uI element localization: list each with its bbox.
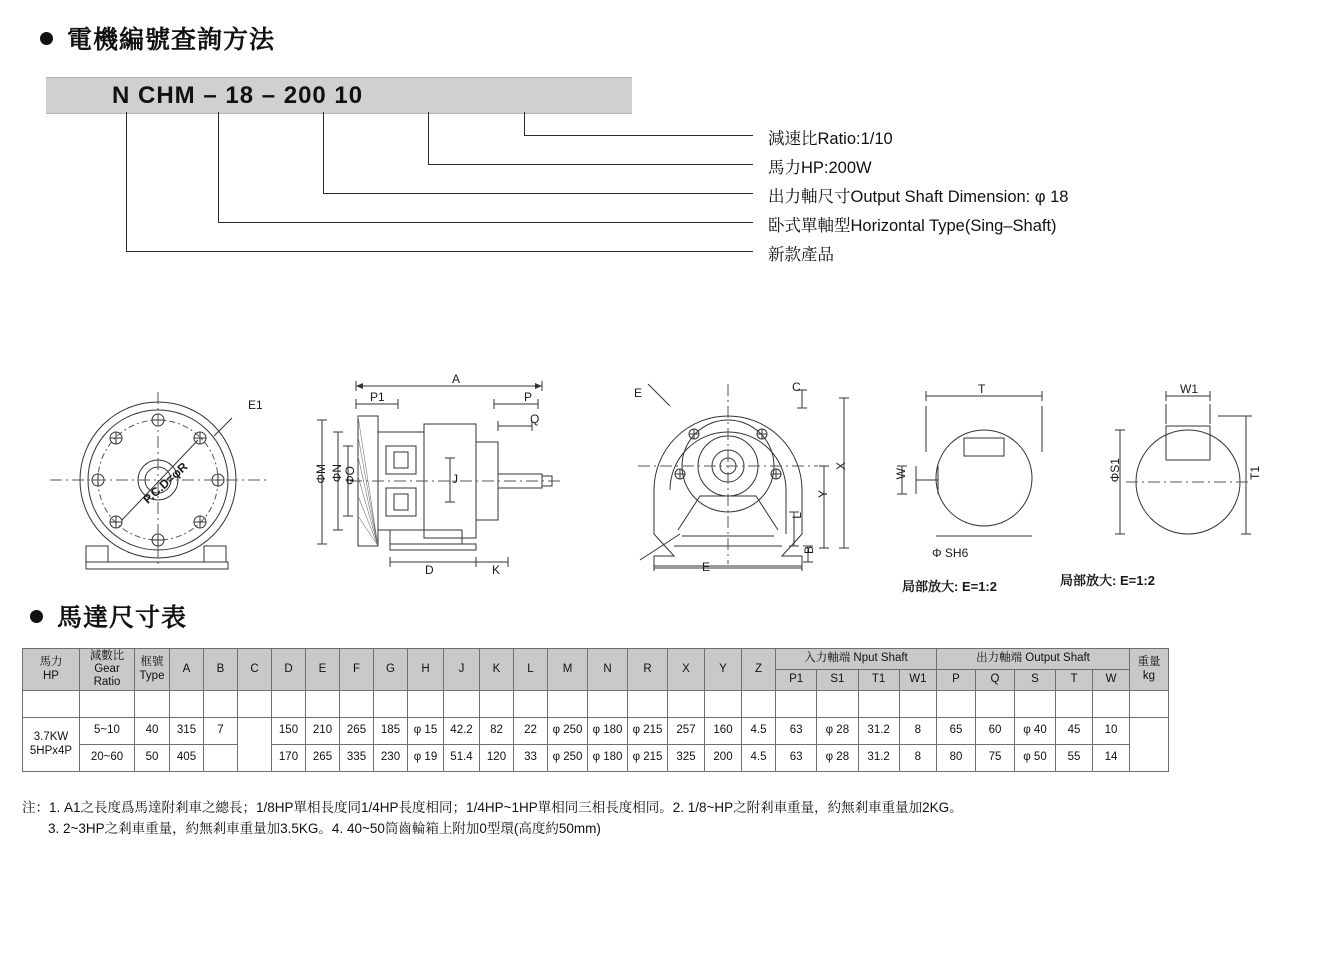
header-col-D: D <box>272 649 306 691</box>
header-col-Q: Q <box>976 670 1015 691</box>
cell-ratio: 5~10 <box>80 718 135 745</box>
cell-E: 265 <box>306 745 340 772</box>
drawing-label-e1: E1 <box>248 398 263 412</box>
cell-Q: 75 <box>976 745 1015 772</box>
drawing-label-l: L <box>790 512 804 519</box>
cell-S1: φ 28 <box>817 745 858 772</box>
cell-S: φ 40 <box>1015 718 1056 745</box>
header-col-X: X <box>668 649 705 691</box>
cell-W1: 8 <box>899 745 936 772</box>
dimension-table <box>22 648 1169 772</box>
drawing-label-p1: P1 <box>370 390 385 404</box>
drawing-label-j: J <box>452 472 458 486</box>
cell-W: 10 <box>1093 718 1130 745</box>
cell-X: 325 <box>668 745 705 772</box>
cell-D: 170 <box>272 745 306 772</box>
header-col-M: M <box>548 649 588 691</box>
cell-M: φ 250 <box>548 745 588 772</box>
table-spacer-row <box>23 691 1169 718</box>
cell-F: 335 <box>340 745 374 772</box>
cell-Y: 160 <box>705 718 742 745</box>
section-title-model-code: 電機編號查詢方法 <box>40 20 275 56</box>
header-col-H: H <box>408 649 444 691</box>
technical-drawings <box>30 370 1290 595</box>
header-col-B: B <box>204 649 238 691</box>
model-code-text: N CHM – 18 – 200 10 <box>112 81 364 109</box>
drawing-rear-view <box>638 384 849 571</box>
leader-line-1 <box>126 112 127 252</box>
drawing-label-d: D <box>425 563 434 577</box>
drawing-label-p: P <box>524 390 533 404</box>
table-row <box>23 745 1169 772</box>
drawing-label-phi-m: ΦM <box>314 464 328 484</box>
drawing-label-phi-s1: ΦS1 <box>1108 458 1122 483</box>
cell-C-hatched <box>238 718 272 772</box>
leader-line-5-h <box>524 135 753 136</box>
cell-P: 65 <box>937 718 976 745</box>
cell-T1: 31.2 <box>858 745 899 772</box>
drawing-label-t: T <box>978 382 986 396</box>
cell-M: φ 250 <box>548 718 588 745</box>
cell-T: 45 <box>1056 718 1093 745</box>
header-col-S: S <box>1015 670 1056 691</box>
cell-H: φ 19 <box>408 745 444 772</box>
cell-F: 265 <box>340 718 374 745</box>
header-col-A: A <box>170 649 204 691</box>
header-col-P: P <box>937 670 976 691</box>
header-col-T: T <box>1056 670 1093 691</box>
cell-A: 405 <box>170 745 204 772</box>
header-col-E: E <box>306 649 340 691</box>
cell-type: 40 <box>135 718 170 745</box>
header-col-C: C <box>238 649 272 691</box>
cell-Y: 200 <box>705 745 742 772</box>
cell-K: 120 <box>480 745 514 772</box>
bullet-icon <box>40 32 53 45</box>
legend-new-product: 新款產品 <box>768 246 834 264</box>
header-col-Z: Z <box>742 649 776 691</box>
cell-B <box>204 745 238 772</box>
cell-G: 230 <box>374 745 408 772</box>
cell-P: 80 <box>937 745 976 772</box>
note-line-2: 3. 2~3HP之剎車重量，約無剎車重量加3.5KG。4. 40~50筒齒輪箱上附加0型環(高度約50mm) <box>48 820 601 836</box>
table-row <box>23 718 1169 745</box>
cell-R: φ 215 <box>628 718 668 745</box>
leader-line-2-h <box>218 222 753 223</box>
leader-line-4 <box>428 112 429 165</box>
cell-Q: 60 <box>976 718 1015 745</box>
drawing-label-y: Y <box>816 490 830 499</box>
header-output-shaft-group: 出力軸端 Output Shaft <box>937 649 1130 670</box>
cell-E: 210 <box>306 718 340 745</box>
drawing-label-c: C <box>792 380 801 394</box>
leader-line-4-h <box>428 164 753 165</box>
notes-block <box>22 798 1312 840</box>
hatched-cell <box>238 691 272 718</box>
drawing-caption-1: 局部放大: E=1:2 <box>902 579 997 594</box>
header-weight: 重量 kg <box>1130 649 1169 691</box>
cell-P1: 63 <box>776 718 817 745</box>
leader-line-5 <box>524 112 525 136</box>
header-col-T1: T1 <box>858 670 899 691</box>
cell-X: 257 <box>668 718 705 745</box>
cell-B: 7 <box>204 718 238 745</box>
drawing-shaft-detail-1 <box>897 391 1042 536</box>
drawing-label-a: A <box>452 372 461 386</box>
cell-Z: 4.5 <box>742 718 776 745</box>
header-col-F: F <box>340 649 374 691</box>
section-title-dimension-table: 馬達尺寸表 <box>30 598 187 634</box>
header-col-W1: W1 <box>899 670 936 691</box>
header-type: 框號 Type <box>135 649 170 691</box>
cell-weight <box>1130 718 1169 772</box>
drawing-caption-2: 局部放大: E=1:2 <box>1060 573 1155 588</box>
legend-ratio: 減速比Ratio:1/10 <box>768 130 893 148</box>
cell-R: φ 215 <box>628 745 668 772</box>
header-input-shaft-group: 入力軸端 Nput Shaft <box>776 649 937 670</box>
drawing-label-phi-o: ΦO <box>343 466 357 485</box>
cell-K: 82 <box>480 718 514 745</box>
table-header-row-1 <box>23 649 1169 670</box>
drawing-label-q: Q <box>530 412 540 426</box>
cell-J: 51.4 <box>444 745 480 772</box>
header-hp: 馬力 HP <box>23 649 80 691</box>
header-col-L: L <box>514 649 548 691</box>
legend-output-shaft: 出力軸尺寸Output Shaft Dimension: φ 18 <box>768 188 1069 206</box>
header-col-R: R <box>628 649 668 691</box>
drawing-label-t1: T1 <box>1248 466 1262 481</box>
cell-hp: 3.7KW 5HPx4P <box>23 718 80 772</box>
cell-D: 150 <box>272 718 306 745</box>
header-col-G: G <box>374 649 408 691</box>
header-col-P1: P1 <box>776 670 817 691</box>
cell-N: φ 180 <box>588 718 628 745</box>
drawing-shaft-detail-2 <box>1115 391 1252 534</box>
header-col-N: N <box>588 649 628 691</box>
model-code-bar <box>46 77 632 114</box>
drawing-label-w1: W1 <box>1180 382 1198 396</box>
header-col-J: J <box>444 649 480 691</box>
drawing-label-pcd: P.C.D=φR <box>140 459 191 507</box>
legend-hp: 馬力HP:200W <box>768 159 872 177</box>
cell-W: 14 <box>1093 745 1130 772</box>
cell-G: 185 <box>374 718 408 745</box>
drawing-label-phi-n: ΦN <box>330 464 344 483</box>
drawing-label-e-bottom: E <box>702 560 711 574</box>
drawing-label-k: K <box>492 563 501 577</box>
cell-J: 42.2 <box>444 718 480 745</box>
cell-N: φ 180 <box>588 745 628 772</box>
leader-line-3-h <box>323 193 753 194</box>
cell-P1: 63 <box>776 745 817 772</box>
header-gear-ratio: 減數比 Gear Ratio <box>80 649 135 691</box>
leader-line-3 <box>323 112 324 194</box>
cell-T: 55 <box>1056 745 1093 772</box>
cell-A: 315 <box>170 718 204 745</box>
leader-line-2 <box>218 112 219 223</box>
cell-Z: 4.5 <box>742 745 776 772</box>
drawing-label-b: B <box>802 546 816 555</box>
header-col-S1: S1 <box>817 670 858 691</box>
drawing-label-phi-sh6: Φ SH6 <box>932 546 969 560</box>
drawing-label-x: X <box>834 462 848 471</box>
header-col-W: W <box>1093 670 1130 691</box>
cell-W1: 8 <box>899 718 936 745</box>
drawing-label-w: W <box>894 468 908 480</box>
cell-type: 50 <box>135 745 170 772</box>
drawings-svg <box>30 370 1290 595</box>
note-line-1: 注：1. A1之長度爲馬達附剎車之總長；1/8HP單相長度同1/4HP長度相同；1/4HP~1HP單相同三相長度相同。2. 1/8~HP之附剎車重量，約無剎車重量加2KG。 <box>22 800 963 815</box>
cell-T1: 31.2 <box>858 718 899 745</box>
cell-ratio: 20~60 <box>80 745 135 772</box>
drawing-label-e-left: E <box>634 386 643 400</box>
header-col-K: K <box>480 649 514 691</box>
header-col-Y: Y <box>705 649 742 691</box>
cell-H: φ 15 <box>408 718 444 745</box>
leader-line-1-h <box>126 251 753 252</box>
cell-L: 33 <box>514 745 548 772</box>
cell-L: 22 <box>514 718 548 745</box>
cell-S1: φ 28 <box>817 718 858 745</box>
cell-S: φ 50 <box>1015 745 1056 772</box>
legend-type: 卧式單軸型Horizontal Type(Sing–Shaft) <box>768 217 1057 235</box>
bullet-icon-2 <box>30 610 43 623</box>
